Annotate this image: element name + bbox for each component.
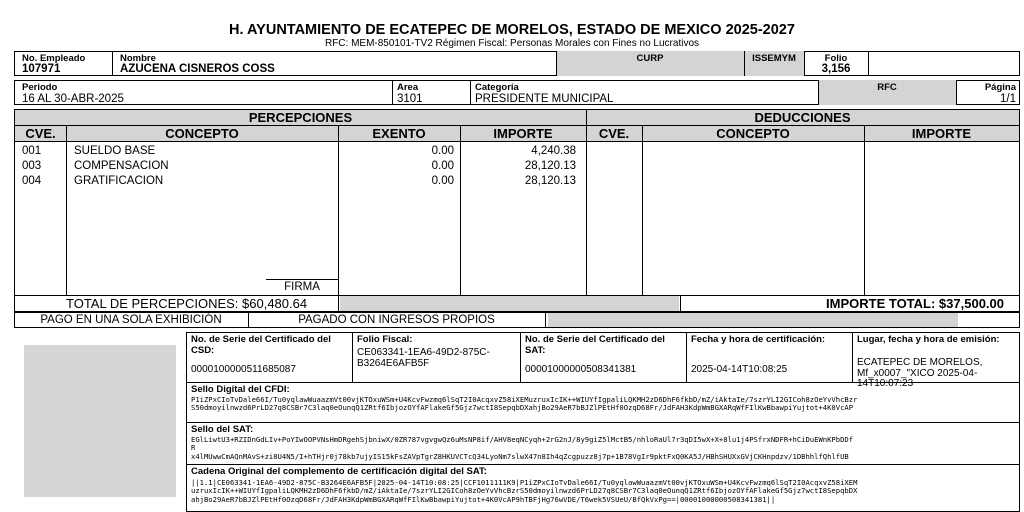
periodo-value: 16 AL 30-ABR-2025	[22, 93, 124, 105]
percepciones-title: PERCEPCIONES	[248, 110, 353, 125]
document-subtitle: RFC: MEM-850101-TV2 Régimen Fiscal: Personas Morales con Fines no Lucrativos	[324, 38, 700, 49]
qr-code-placeholder	[24, 345, 176, 497]
sello-sat-label: Sello del SAT:	[191, 424, 254, 435]
importe-total: IMPORTE TOTAL: $37,500.00	[826, 296, 1004, 311]
lugar-emision-value: ECATEPEC DE MORELOS, Mf_x0007_"XICO 2025-04-14T10:07:23	[857, 357, 983, 389]
ded-col-concepto: CONCEPTO	[716, 126, 790, 141]
total-percepciones: TOTAL DE PERCEPCIONES: $60,480.64	[66, 296, 308, 311]
categoria-value: PRESIDENTE MUNICIPAL	[475, 93, 614, 105]
fecha-cert-value: 2025-04-14T10:08:25	[691, 364, 788, 375]
area-value: 3101	[397, 93, 423, 105]
cadena-original-value: ||1.1|CE063341-1EA6-49D2-875C-B3264E6AFB5F|2025-04-14T10:08:25|CCF1011111K9|P1iZPxCIoTvDale66I/Tu0yqlawWuaazmVt00vjKTOxuWSm+U4KcvFwzmq6lSqT2I0AcqxvZ58iXEM uzruxIcIK++WIUYfIgpaliLQKMH2zD6DhF6fkbD/mZ/iAktaIe/7szrYLI2GICoh8zOeYvVhcBzrS50dmoyilnwzd6PrLD27q8CSBr7C3laq0eOunqQ1ZRtf6IbjozOYfAFlakeGf5Gjz7wctI8SepqbDX ahjBo29AeR7bBJZlPEtHf0OzqD68Fr/JdFAH3KdpWmBGXARqWfFIlKwBbawpiYujtot+4K0VcAP9hTBFjHg76wVDE/T6wek5VSUeU/BfQkVxPg==|00001000000508341381||	[191, 478, 858, 504]
percepcion-concepto: GRATIFICACION	[74, 175, 164, 187]
no-empleado-value: 107971	[22, 63, 61, 75]
serie-csd-value: 0000100000511685087	[191, 364, 296, 375]
no-empleado-label: No. Empleado	[22, 53, 86, 64]
percepcion-concepto: COMPENSACION	[74, 160, 169, 172]
pago-text: PAGO EN UNA SOLA EXHIBICIÓN	[40, 314, 222, 326]
cadena-original-label: Cadena Original del complemento de certificación digital del SAT:	[191, 466, 487, 477]
percepcion-row	[22, 174, 587, 189]
pagina-label: Página	[984, 82, 1016, 93]
serie-sat-value: 00001000000508341381	[525, 364, 637, 375]
nombre-value: AZUCENA CISNEROS COSS	[120, 63, 275, 75]
folio-fiscal-value: CE063341-1EA6-49D2-875C-B3264E6AFB5F	[357, 347, 490, 369]
perc-col-importe: IMPORTE	[493, 126, 553, 141]
totals-gray-band	[340, 296, 679, 311]
sello-cfdi-label: Sello Digital del CFDI:	[191, 384, 290, 395]
folio-fiscal-label: Folio Fiscal:	[357, 334, 413, 345]
percepcion-concepto: SUELDO BASE	[74, 145, 156, 157]
percepcion-row	[22, 159, 587, 174]
area-label: Area	[397, 82, 419, 93]
ded-col-importe: IMPORTE	[911, 126, 972, 141]
percepciones-rows	[22, 144, 587, 189]
fecha-cert-label: Fecha y hora de certificación:	[691, 334, 826, 345]
pagado-text: PAGADO CON INGRESOS PROPIOS	[298, 314, 495, 326]
nombre-label: Nombre	[120, 53, 156, 64]
ded-col-cve: CVE.	[598, 126, 630, 141]
percepcion-importe: 4,240.38	[531, 145, 576, 157]
periodo-label: Periodo	[22, 82, 58, 93]
folio-label: Folio	[824, 53, 848, 64]
serie-csd-label: No. de Serie del Certificado del CSD:	[191, 334, 331, 356]
deducciones-title: DEDUCCIONES	[754, 110, 851, 125]
issemym-label: ISSEMYM	[752, 53, 796, 64]
percepcion-row	[22, 144, 587, 159]
sello-sat-value: EGlLiwtU3+RZIDnGdLIv+PoYIwOOPVNsHmDRgehSjbniwX/0ZR787vgvgwQz6uMsNP8if/AHV8eqNCyqh+2rG2nJ/8y9giZ5lMctB5/nhloRaUl7r3qDI5wX+X+8lu1j4PSfrxNDFR+hCiDuEWnKPbDDf R x4lMUwwCmAQnMAvS+zi8U4N5/I+hTHjr0j78kb7ujyIS15kFsZAVpTgrZ8HKUVCTcQ34LyoNm7slwX47n8Ih4qZcgpuzz8j7p+1B78VgIr9pktFxQ0KA5J/HBhSHUXxGVjCKHnpdzv/1DBhhlfQhlfUB	[191, 435, 854, 461]
lugar-emision-label: Lugar, fecha y hora de emisión:	[857, 334, 1000, 345]
serie-sat-label: No. de Serie del Certificado del SAT:	[525, 334, 665, 356]
pagina-value: 1/1	[1000, 93, 1016, 105]
document-title: H. AYUNTAMIENTO DE ECATEPEC DE MORELOS, ESTADO DE MEXICO 2025-2027	[229, 22, 795, 38]
percepcion-cve: 003	[22, 160, 42, 172]
rfc-label: RFC	[877, 82, 897, 93]
curp-label: CURP	[636, 53, 664, 64]
percepcion-exento: 0.00	[431, 175, 454, 187]
percepcion-cve: 001	[22, 145, 42, 157]
perc-col-exento: EXENTO	[372, 126, 426, 141]
percepcion-exento: 0.00	[431, 145, 454, 157]
perc-col-concepto: CONCEPTO	[165, 126, 239, 141]
percepcion-exento: 0.00	[431, 160, 454, 172]
folio-value: 3,156	[821, 63, 851, 75]
percepcion-importe: 28,120.13	[524, 160, 576, 172]
sello-cfdi-value: P1iZPxCIoTvDale66I/Tu0yqlawWuaazmVt00vjKTOxuWSm+U4KcvFwzmq6lSqT2I0AcqxvZ58iXEMuzruxIcIK++WIUYfIgpaliLQKMH2zD6DhF6fkbD/mZ/iAktaIe/7szrYLI2GICoh8zOeYvVhcBzr S50dmoyilnwzd6PrLD27q8CSBr7C3laq0eOunqQ1ZRtf6IbjozOYfAFlakeGf5Gjz7wctI8SepqbDXahjBo29AeR7bBJZlPEtHf0OzqD68Fr/JdFAH3KdpWmBGXARqWfFIlKwBbawpiYujtot+4K0VcAP	[191, 395, 858, 413]
percepcion-importe: 28,120.13	[524, 175, 576, 187]
firma-label: FIRMA	[284, 281, 320, 293]
perc-col-cve: CVE.	[25, 126, 56, 141]
percepcion-cve: 004	[22, 175, 42, 187]
categoria-label: Categoría	[475, 82, 519, 93]
